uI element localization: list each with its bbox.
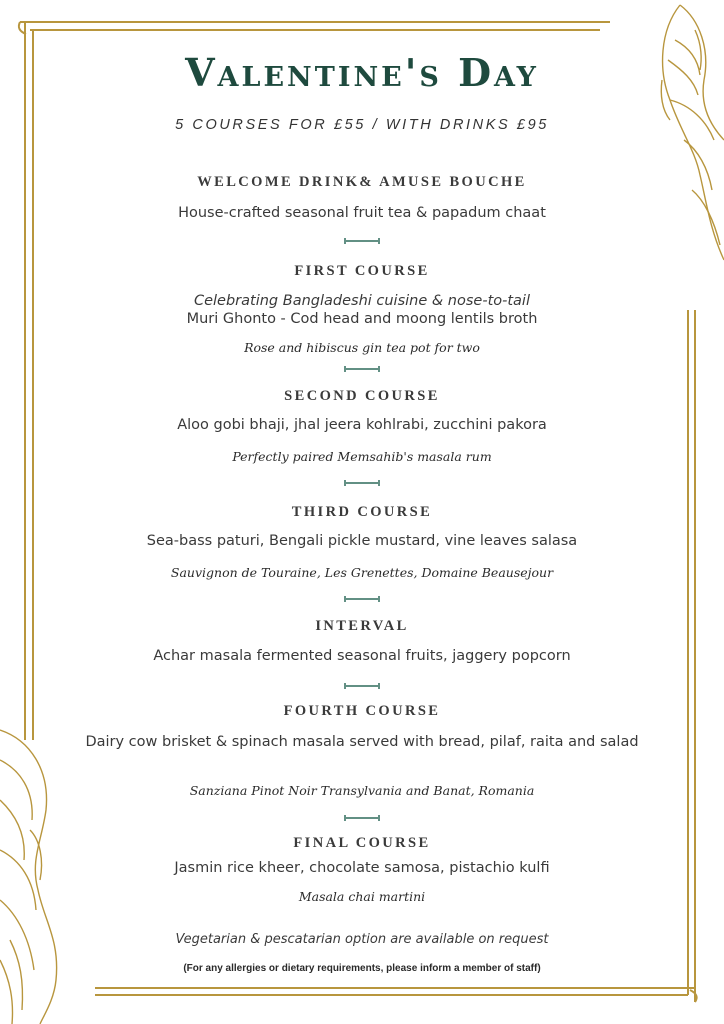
pairing-first-course: Rose and hibiscus gin tea pot for two <box>244 340 480 355</box>
price-subtitle: 5 COURSES FOR £55 / WITH DRINKS £95 <box>175 117 549 133</box>
dish-fourth-course: Dairy cow brisket & spinach masala served with bread, pilaf, raita and salad <box>85 734 639 750</box>
pairing-second-course: Perfectly paired Memsahib's masala rum <box>232 449 492 464</box>
section-title-third-course: THIRD COURSE <box>291 504 433 520</box>
dish-second-course: Aloo gobi bhaji, jhal jeera kohlrabi, zucchini pakora <box>177 417 547 433</box>
dish-third-course: Sea-bass paturi, Bengali pickle mustard, vine leaves salasa <box>146 533 578 549</box>
divider <box>344 480 380 486</box>
allergy-note: (For any allergies or dietary requirements, please inform a member of staff) <box>183 963 541 974</box>
dish-interval: Achar masala fermented seasonal fruits, jaggery popcorn <box>153 648 571 664</box>
pairing-final-course: Masala chai martini <box>298 889 426 904</box>
divider <box>344 815 380 821</box>
dish-welcome: House-crafted seasonal fruit tea & papadum chaat <box>178 205 546 221</box>
pairing-third-course: Sauvignon de Touraine, Les Grenettes, Domaine Beausejour <box>170 565 554 580</box>
divider <box>344 238 380 244</box>
section-title-fourth-course: FOURTH COURSE <box>283 703 441 719</box>
section-title-final-course: FINAL COURSE <box>293 835 431 851</box>
section-title-first-course: FIRST COURSE <box>294 263 430 279</box>
dish-final-course: Jasmin rice kheer, chocolate samosa, pistachio kulfi <box>174 860 550 876</box>
dish-first-course: Muri Ghonto - Cod head and moong lentils broth <box>186 311 538 327</box>
section-title-welcome: WELCOME DRINK& AMUSE BOUCHE <box>197 174 527 190</box>
section-title-interval: INTERVAL <box>315 618 409 634</box>
leaf-illustration-top-right <box>640 0 724 270</box>
dish-intro-first-course: Celebrating Bangladeshi cuisine & nose-to-tail <box>193 293 530 309</box>
page-title: Valentine's Day <box>185 50 539 95</box>
divider <box>344 683 380 689</box>
pairing-fourth-course: Sanziana Pinot Noir Transylvania and Banat, Romania <box>189 783 535 798</box>
dietary-options-note: Vegetarian & pescatarian option are available on request <box>175 932 549 947</box>
section-title-second-course: SECOND COURSE <box>284 388 440 404</box>
divider <box>344 596 380 602</box>
divider <box>344 366 380 372</box>
